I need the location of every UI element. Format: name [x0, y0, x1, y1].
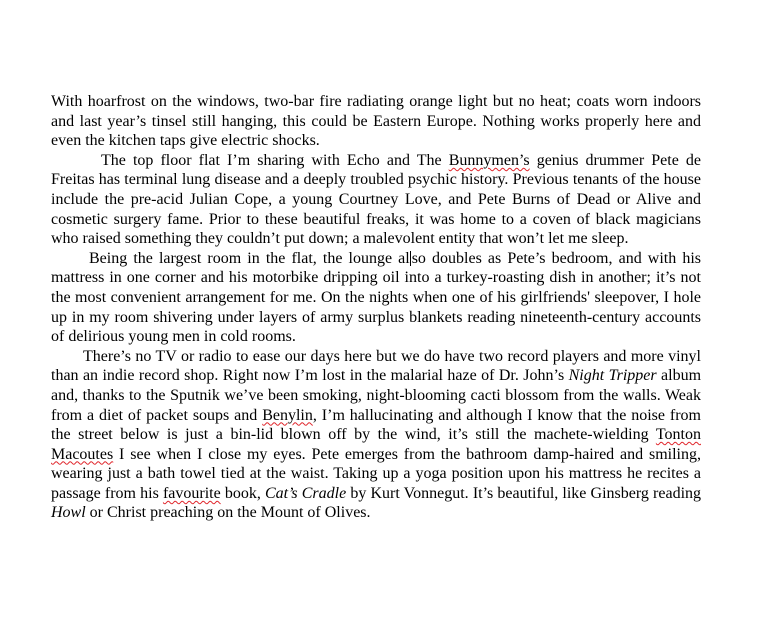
text-run: I see when I close my eyes. Pete emerges from the bathroom damp-haired and smiling, wearing just a bath towel tied at the waist. Taking up a yoga position upon his mattress he recites a passage from his	[51, 445, 701, 502]
text-run: by Kurt Vonnegut. It’s beautiful, like Ginsberg reading	[346, 484, 702, 502]
text-run: or Christ preaching on the Mount of Olives.	[85, 504, 371, 522]
text-run: There’s no TV or radio to ease our days here but we do have two record players and more vinyl than an indie record shop. Right now I’m lost in the malarial haze of Dr. John’s	[51, 347, 701, 385]
spellcheck-flagged-word[interactable]: Benylin	[262, 406, 313, 424]
italic-title: Cat’s Cradle	[264, 484, 347, 502]
paragraph	[51, 249, 701, 347]
text-run: so doubles as Pete’s bedroom, and with his mattress in one corner and his motorbike dripping oil into a turkey-roasting dish in another; it’s not the most convenient arrangement for me. On the nights when one of his girlfriends' sleepover, I hole up in my room shivering under layers of army surplus blankets reading nineteenth-century accounts of delirious young men in cold rooms.	[51, 249, 701, 346]
text-run: genius drummer Pete de Freitas has terminal lung disease and a deeply troubled psychic history. Previous tenants of the house include the pre-acid Julian Cope, a young Courtney Love, and Pete Burns of Dead or Alive and cosmetic surgery fame. Prior to these beautiful freaks, it was home to a coven of black magicians who raised something they couldn’t put down; a malevolent entity that won’t let me sleep.	[51, 151, 702, 248]
text-run: album and, thanks to the Sputnik we’ve been smoking, night-blooming cacti blossom from the walls. Weak from a diet of packet soups and	[51, 367, 702, 424]
text-run: With hoarfrost on the windows, two-bar fire radiating orange light but no heat; coats worn indoors and last year’s tinsel still hanging, this could be Eastern Europe. Nothing works properly here and even the kitchen taps give electric shocks.	[51, 93, 701, 150]
spellcheck-flagged-word[interactable]: Tonton	[655, 426, 701, 444]
spellcheck-flagged-word[interactable]: favourite	[162, 484, 221, 502]
paragraph	[51, 92, 701, 151]
text-run: The top floor flat I’m sharing with Echo and The	[101, 151, 449, 169]
paragraph	[51, 151, 701, 249]
italic-title: Howl	[51, 504, 86, 522]
text-run: , I’m hallucinating and although I know that the noise from the street below is just a bin-lid blown off by the wind, it’s still the machete-wielding	[51, 406, 701, 444]
text-run: book,	[220, 484, 265, 502]
spellcheck-flagged-word[interactable]: Bunnymen’s	[448, 151, 530, 169]
document-body[interactable]	[51, 92, 701, 523]
spellcheck-flagged-word[interactable]: Macoutes	[51, 445, 114, 463]
paragraph	[51, 347, 701, 523]
text-run: Being the largest room in the flat, the lounge al	[89, 249, 410, 267]
italic-title: Night Tripper	[568, 367, 657, 385]
